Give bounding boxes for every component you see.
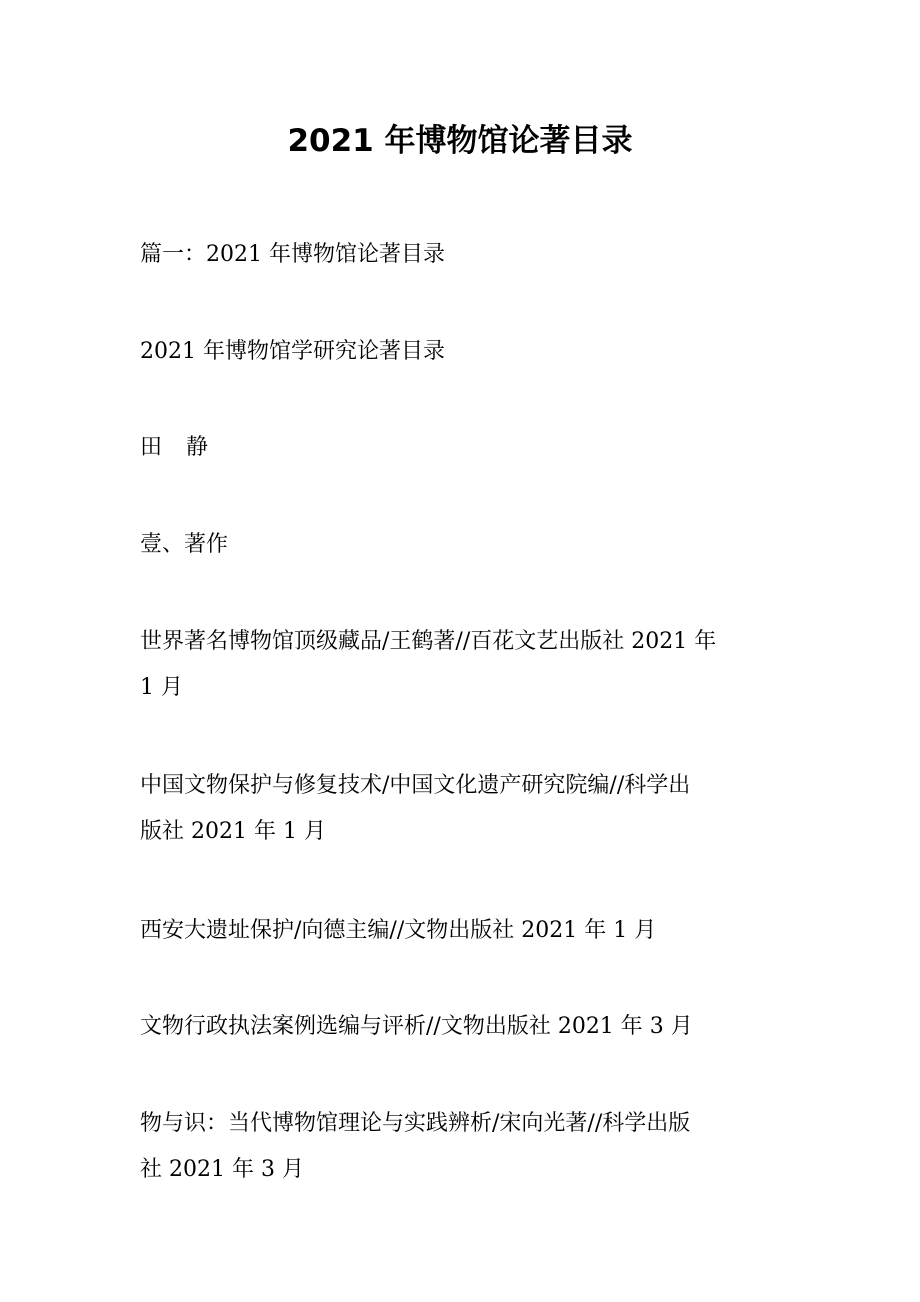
entry-4-line-1: 文物行政执法案例选编与评析//文物出版社 2021 年 3 月 (140, 1014, 693, 1039)
section-heading: 篇一：2021 年博物馆论著目录 (140, 242, 445, 267)
entry-2-line-2: 版社 2021 年 1 月 (140, 819, 326, 844)
entry-5-line-1: 物与识：当代博物馆理论与实践辨析/宋向光著//科学出版 (140, 1111, 691, 1136)
entry-1-line-1: 世界著名博物馆顶级藏品/王鹤著//百花文艺出版社 2021 年 (140, 629, 717, 654)
category-heading: 壹、著作 (140, 532, 229, 557)
entry-3 (140, 908, 790, 954)
author-surname: 田 (140, 435, 163, 460)
document-title: 2021 年博物馆论著目录 (287, 123, 633, 159)
author-name (140, 425, 790, 471)
subtitle: 2021 年博物馆学研究论著目录 (140, 339, 445, 364)
entry-4 (140, 1004, 790, 1050)
entry-1 (140, 619, 790, 711)
entry-5-line-2: 社 2021 年 3 月 (140, 1157, 304, 1182)
entry-3-line-1: 西安大遗址保护/向德主编//文物出版社 2021 年 1 月 (140, 918, 657, 943)
author-given-name: 静 (186, 435, 209, 460)
entry-2 (140, 763, 790, 855)
entry-5 (140, 1101, 790, 1193)
entry-2-line-1: 中国文物保护与修复技术/中国文化遗产研究院编//科学出 (140, 773, 691, 798)
entry-1-line-2: 1 月 (140, 675, 183, 700)
